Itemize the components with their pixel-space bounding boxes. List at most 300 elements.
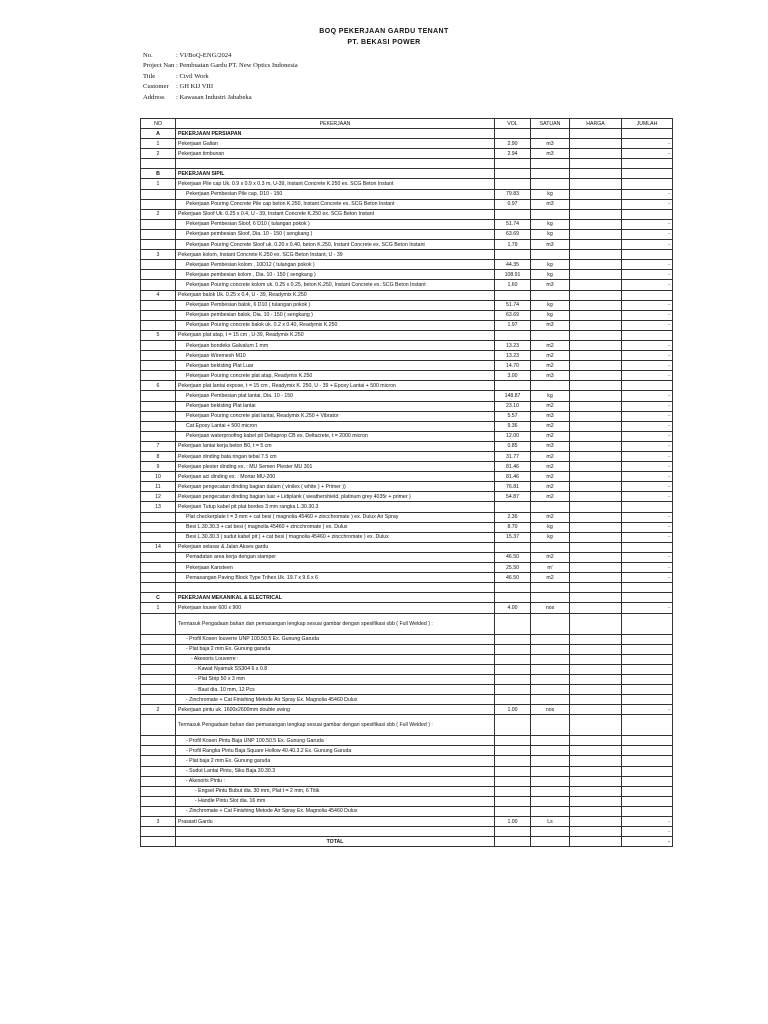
cell-harga: [570, 664, 622, 674]
cell-pekerjaan: Pekerjaan pembesian Sloof, Dia. 10 - 150 ( sengkang ): [176, 229, 495, 239]
cell-satuan: [531, 654, 570, 664]
cell-jumlah: -: [622, 411, 673, 421]
cell-no: [141, 219, 176, 229]
cell-no: [141, 634, 176, 644]
cell-pekerjaan: - Sudut Lantai Pintu, Siku Baja 30.30.3: [176, 766, 495, 776]
cell-pekerjaan: Pekerjaan bekisting Plat lantai: [176, 401, 495, 411]
cell-vol: 5.57: [495, 411, 531, 421]
table-row: [141, 603, 673, 613]
cell-no: [141, 512, 176, 522]
cell-no: [141, 695, 176, 705]
cell-pekerjaan: Pekerjaan timbunan: [176, 149, 495, 159]
cell-harga: [570, 573, 622, 583]
cell-satuan: [531, 593, 570, 603]
cell-harga: [570, 806, 622, 816]
cell-pekerjaan: Pekerjaan bekisting Plat Luar: [176, 361, 495, 371]
cell-vol: [495, 827, 531, 837]
cell-pekerjaan: Pekerjaan Galian: [176, 139, 495, 149]
cell-satuan: [531, 684, 570, 694]
cell-satuan: [531, 381, 570, 391]
cell-pekerjaan: Pekerjaan Sloof Uk. 0.25 x 0.4, U - 39, Instant Concrete K.250 ex. SCG Beton Instant: [176, 209, 495, 219]
table-row: [141, 330, 673, 340]
cell-vol: [495, 674, 531, 684]
cell-satuan: kg: [531, 229, 570, 239]
table-row: [141, 654, 673, 664]
cell-pekerjaan: Pekerjaan Tutup kabel pit plat bordes 3 mm rangka L.30.30.3: [176, 502, 495, 512]
cell-jumlah: [622, 664, 673, 674]
cell-vol: [495, 330, 531, 340]
cell-no: 12: [141, 492, 176, 502]
cell-vol: [495, 502, 531, 512]
cell-harga: [570, 736, 622, 746]
cell-no: 3: [141, 817, 176, 827]
cell-satuan: [531, 502, 570, 512]
table-row: [141, 300, 673, 310]
cell-vol: [495, 613, 531, 634]
table-row: [141, 361, 673, 371]
cell-satuan: m2: [531, 462, 570, 472]
cell-harga: [570, 462, 622, 472]
cell-jumlah: [622, 715, 673, 736]
cell-jumlah: -: [622, 391, 673, 401]
cell-satuan: [531, 806, 570, 816]
cell-jumlah: -: [622, 260, 673, 270]
cell-pekerjaan: Pekerjaan Pembesian Pile cap, D10 - 150: [176, 189, 495, 199]
cell-jumlah: -: [622, 149, 673, 159]
cell-jumlah: [622, 796, 673, 806]
cell-harga: [570, 240, 622, 250]
cell-vol: 2.94: [495, 149, 531, 159]
cell-vol: 0.97: [495, 199, 531, 209]
cell-vol: 0.85: [495, 441, 531, 451]
cell-no: [141, 684, 176, 694]
cell-vol: [495, 129, 531, 139]
cell-no: 1: [141, 603, 176, 613]
cell-satuan: [531, 756, 570, 766]
cell-jumlah: -: [622, 603, 673, 613]
cell-vol: 63.69: [495, 310, 531, 320]
cell-harga: [570, 593, 622, 603]
cell-no: [141, 260, 176, 270]
cell-vol: 54.87: [495, 492, 531, 502]
table-row: [141, 431, 673, 441]
cell-harga: [570, 746, 622, 756]
cell-jumlah: -: [622, 522, 673, 532]
cell-no: [141, 736, 176, 746]
cell-harga: [570, 684, 622, 694]
cell-jumlah: -: [622, 573, 673, 583]
cell-jumlah: [622, 613, 673, 634]
cell-pekerjaan: Pekerjaan plester dinding ex. : MU Semen Plester MU 301: [176, 462, 495, 472]
cell-jumlah: -: [622, 139, 673, 149]
cell-no: [141, 674, 176, 684]
cell-pekerjaan: [176, 583, 495, 593]
table-row: [141, 159, 673, 169]
cell-satuan: [531, 634, 570, 644]
cell-pekerjaan: Plat checkerplate t = 3 mm + cat besi ( magnolia 45460 + zincchromate ) ex. Dulux Air Spray: [176, 512, 495, 522]
cell-no: [141, 644, 176, 654]
cell-vol: 1.60: [495, 280, 531, 290]
cell-harga: [570, 320, 622, 330]
cell-harga: [570, 502, 622, 512]
cell-satuan: m2: [531, 340, 570, 350]
cell-satuan: kg: [531, 310, 570, 320]
cell-jumlah: -: [622, 371, 673, 381]
cell-harga: [570, 563, 622, 573]
table-row: [141, 452, 673, 462]
cell-harga: [570, 209, 622, 219]
cell-vol: [495, 746, 531, 756]
cell-no: [141, 715, 176, 736]
boq-table: [140, 118, 673, 847]
cell-pekerjaan: - Plat Strip 50 x 3 mm: [176, 674, 495, 684]
cell-vol: [495, 209, 531, 219]
cell-vol: [495, 806, 531, 816]
cell-harga: [570, 129, 622, 139]
table-row: [141, 715, 673, 736]
cell-satuan: [531, 129, 570, 139]
cell-pekerjaan: Pekerjaan balok Uk. 0.25 x 0.4, U - 39, Readymix K.250: [176, 290, 495, 300]
cell-no: 11: [141, 482, 176, 492]
cell-vol: 12.00: [495, 431, 531, 441]
cell-harga: [570, 532, 622, 542]
cell-harga: [570, 695, 622, 705]
cell-satuan: m2: [531, 452, 570, 462]
cell-no: [141, 573, 176, 583]
cell-satuan: [531, 715, 570, 736]
cell-pekerjaan: Cat Epoxy Lantai + 500 micron: [176, 421, 495, 431]
table-row: [141, 664, 673, 674]
cell-jumlah: -: [622, 563, 673, 573]
cell-satuan: [531, 209, 570, 219]
cell-satuan: m3: [531, 441, 570, 451]
cell-satuan: m2: [531, 421, 570, 431]
cell-vol: [495, 542, 531, 552]
cell-no: [141, 280, 176, 290]
cell-pekerjaan: [176, 827, 495, 837]
cell-pekerjaan: Pekerjaan Kansteen: [176, 563, 495, 573]
cell-jumlah: [622, 179, 673, 189]
table-row: [141, 542, 673, 552]
cell-satuan: m3: [531, 280, 570, 290]
info-value: : GH KIJ VIII: [176, 83, 214, 91]
cell-jumlah: -: [622, 270, 673, 280]
cell-pekerjaan: Pekerjaan Pembesian plat lantai, Dia. 10 - 150: [176, 391, 495, 401]
cell-harga: [570, 300, 622, 310]
cell-pekerjaan: Pekerjaan pengecatan dinding bagian luar + Lidiplank ( weathershield, platinum grey 4035r + primer ): [176, 492, 495, 502]
table-row: [141, 229, 673, 239]
cell-harga: [570, 441, 622, 451]
cell-pekerjaan: Pekerjaan plat lantai expose, t = 15 cm , Readymix K. 250, U - 39 + Epoxy Lantai + 500 micron: [176, 381, 495, 391]
col-header-pekerjaan: PEKERJAAN: [176, 119, 495, 129]
cell-no: [141, 796, 176, 806]
cell-vol: 13.23: [495, 340, 531, 350]
cell-jumlah: [622, 583, 673, 593]
document-title: BOQ PEKERJAAN GARDU TENANT: [319, 28, 449, 35]
cell-no: B: [141, 169, 176, 179]
cell-pekerjaan: - Baut dia. 10 mm, 12 Pcs: [176, 684, 495, 694]
cell-vol: 46.50: [495, 552, 531, 562]
table-row: [141, 817, 673, 827]
cell-satuan: m3: [531, 320, 570, 330]
cell-jumlah: -: [622, 492, 673, 502]
table-row: [141, 746, 673, 756]
cell-no: 7: [141, 441, 176, 451]
cell-satuan: m2: [531, 401, 570, 411]
cell-harga: [570, 431, 622, 441]
cell-vol: [495, 684, 531, 694]
table-row: [141, 472, 673, 482]
project-info: [143, 51, 298, 103]
cell-jumlah: -: [622, 340, 673, 350]
cell-satuan: [531, 746, 570, 756]
cell-jumlah: -: [622, 280, 673, 290]
cell-satuan: [531, 542, 570, 552]
cell-no: [141, 583, 176, 593]
cell-jumlah: -: [622, 401, 673, 411]
cell-no: 2: [141, 705, 176, 715]
cell-satuan: kg: [531, 522, 570, 532]
info-value: : Kawasan Industri Jababeka: [176, 93, 252, 101]
cell-no: [141, 391, 176, 401]
cell-satuan: kg: [531, 219, 570, 229]
cell-satuan: m2: [531, 552, 570, 562]
table-row: [141, 736, 673, 746]
cell-jumlah: -: [622, 431, 673, 441]
cell-satuan: kg: [531, 260, 570, 270]
cell-vol: 25.50: [495, 563, 531, 573]
cell-harga: [570, 351, 622, 361]
cell-jumlah: [622, 776, 673, 786]
cell-satuan: m2: [531, 431, 570, 441]
cell-pekerjaan: Termasuk Pengadaan bahan dan pemasangan lengkap sesuai gambar dengan spesifikasi sbb ( Full Welded ) :: [176, 715, 495, 736]
cell-pekerjaan: Besi L.30.30.3 ( sudut kabel pit ) + cat besi ( magnolia 45460 + zincchromate ) ex. Dulux: [176, 532, 495, 542]
cell-vol: [495, 715, 531, 736]
cell-pekerjaan: Pekerjaan pengecatan dinding bagian dalam ( vinilex ( white ) + Primer )): [176, 482, 495, 492]
cell-satuan: [531, 796, 570, 806]
cell-harga: [570, 381, 622, 391]
cell-satuan: kg: [531, 300, 570, 310]
cell-harga: [570, 411, 622, 421]
cell-harga: [570, 371, 622, 381]
table-row: [141, 139, 673, 149]
table-row: [141, 705, 673, 715]
cell-jumlah: [622, 250, 673, 260]
cell-no: A: [141, 129, 176, 139]
table-row: [141, 381, 673, 391]
cell-harga: [570, 786, 622, 796]
cell-satuan: [531, 179, 570, 189]
cell-no: [141, 766, 176, 776]
cell-pekerjaan: Pekerjaan waterproofing kabel pit Deltaprop CB ex. Deltacrete, t = 2000 micron: [176, 431, 495, 441]
cell-satuan: [531, 169, 570, 179]
table-row: [141, 421, 673, 431]
cell-pekerjaan: Pekerjaan Pile cap Uk. 0.9 x 0.9 x 0.3 m, U-39, Instant Concrete K.250 ex. SCG Beton Instant: [176, 179, 495, 189]
table-row: [141, 290, 673, 300]
table-row: [141, 219, 673, 229]
cell-harga: [570, 756, 622, 766]
cell-no: 1: [141, 179, 176, 189]
table-row: [141, 371, 673, 381]
info-value: : Pembuatan Gardu PT. New Optics Indonesia: [176, 62, 298, 70]
cell-no: [141, 310, 176, 320]
cell-harga: [570, 542, 622, 552]
info-row: [143, 61, 298, 71]
cell-vol: 23.10: [495, 401, 531, 411]
cell-jumlah: [622, 766, 673, 776]
cell-pekerjaan: Pekerjaan bondeks Galvalum 1 mm: [176, 340, 495, 350]
info-label: No.: [143, 52, 153, 59]
cell-harga: [570, 330, 622, 340]
total-value: -: [622, 837, 673, 847]
cell-no: 2: [141, 149, 176, 159]
cell-vol: [495, 179, 531, 189]
cell-pekerjaan: - Profil Rangka Pintu Baja Square Hollow 40.40.3.2 Ex. Gunung Garuda: [176, 746, 495, 756]
cell-vol: 8.70: [495, 522, 531, 532]
cell-jumlah: [622, 786, 673, 796]
cell-satuan: m2: [531, 351, 570, 361]
cell-satuan: m2: [531, 492, 570, 502]
cell-satuan: nos: [531, 603, 570, 613]
cell-vol: 1.00: [495, 817, 531, 827]
table-row: [141, 573, 673, 583]
cell-vol: 1.97: [495, 320, 531, 330]
cell-jumlah: [622, 756, 673, 766]
col-header-harga: HARGA: [570, 119, 622, 129]
table-row: [141, 796, 673, 806]
table-row: [141, 401, 673, 411]
info-value: : Civil Work: [176, 72, 209, 80]
cell-pekerjaan: Pekerjaan Pouring concrete plat lantai, Readymix K.250 + Vibrator: [176, 411, 495, 421]
cell-pekerjaan: - Akesoris Louverre :: [176, 654, 495, 664]
cell-harga: [570, 229, 622, 239]
cell-harga: [570, 776, 622, 786]
cell-no: [141, 229, 176, 239]
cell-no: [141, 431, 176, 441]
col-header-satuan: SATUAN: [531, 119, 570, 129]
table-row: [141, 674, 673, 684]
cell-harga: [570, 634, 622, 644]
cell-vol: 108.91: [495, 270, 531, 280]
cell-pekerjaan: Pekerjaan Pouring concrete balok uk. 0.2 x 0.40, Readymix K.250: [176, 320, 495, 330]
table-row: [141, 179, 673, 189]
cell-jumlah: [622, 129, 673, 139]
cell-jumlah: [622, 684, 673, 694]
cell-no: 5: [141, 330, 176, 340]
cell-jumlah: [622, 806, 673, 816]
table-row: [141, 613, 673, 634]
cell-no: 8: [141, 452, 176, 462]
cell-no: [141, 401, 176, 411]
table-row: [141, 776, 673, 786]
cell-jumlah: [622, 634, 673, 644]
cell-no: 4: [141, 290, 176, 300]
table-row: [141, 280, 673, 290]
cell-vol: [495, 756, 531, 766]
cell-vol: 13.23: [495, 351, 531, 361]
cell-vol: [495, 159, 531, 169]
cell-jumlah: [622, 159, 673, 169]
cell-pekerjaan: - Engsel Pintu Bubut dia. 30 mm, Plat t = 2 mm, 6 Titik: [176, 786, 495, 796]
cell-harga: [570, 250, 622, 260]
cell-harga: [570, 613, 622, 634]
cell-satuan: m3: [531, 240, 570, 250]
cell-harga: [570, 796, 622, 806]
cell-pekerjaan: Pekerjaan pintu uk. 1600x2600mm double swing: [176, 705, 495, 715]
col-header-jumlah: JUMLAH: [622, 119, 673, 129]
table-row: [141, 391, 673, 401]
cell-pekerjaan: - Handle Pintu Slot dia. 16 mm: [176, 796, 495, 806]
cell-jumlah: -: [622, 472, 673, 482]
cell-no: [141, 421, 176, 431]
cell-no: [141, 756, 176, 766]
table-row: [141, 411, 673, 421]
cell-jumlah: -: [622, 817, 673, 827]
info-row: [143, 93, 298, 103]
cell-no: [141, 664, 176, 674]
cell-no: [141, 199, 176, 209]
cell-vol: [495, 593, 531, 603]
cell-jumlah: [622, 330, 673, 340]
cell-satuan: m2: [531, 573, 570, 583]
table-row: [141, 441, 673, 451]
cell-vol: [495, 250, 531, 260]
cell-no: [141, 270, 176, 280]
cell-harga: [570, 219, 622, 229]
table-row: [141, 149, 673, 159]
cell-no: 10: [141, 472, 176, 482]
table-row: [141, 199, 673, 209]
cell-jumlah: [622, 209, 673, 219]
table-row: [141, 786, 673, 796]
cell-vol: [495, 736, 531, 746]
section-row: [141, 129, 673, 139]
cell-no: [141, 776, 176, 786]
cell-jumlah: -: [622, 452, 673, 462]
cell-pekerjaan: PEKERJAAN SIPIL: [176, 169, 495, 179]
cell-harga: [570, 472, 622, 482]
cell-satuan: [531, 250, 570, 260]
cell-satuan: kg: [531, 391, 570, 401]
cell-no: 9: [141, 462, 176, 472]
cell-no: 1: [141, 139, 176, 149]
table-row: [141, 270, 673, 280]
cell-no: [141, 552, 176, 562]
cell-vol: [495, 654, 531, 664]
info-row: [143, 82, 298, 92]
cell-jumlah: -: [622, 189, 673, 199]
cell-harga: [570, 270, 622, 280]
cell-no: 6: [141, 381, 176, 391]
cell-harga: [570, 705, 622, 715]
cell-harga: [570, 522, 622, 532]
cell-pekerjaan: Pekerjaan pembesian kolom , Dia. 10 - 150 ( sengkang ): [176, 270, 495, 280]
cell-jumlah: [622, 542, 673, 552]
total-label: TOTAL: [176, 837, 495, 847]
cell-pekerjaan: Pekerjaan lantai kerja beton B0, t = 5 cm: [176, 441, 495, 451]
table-row: [141, 209, 673, 219]
table-row: [141, 502, 673, 512]
cell-vol: 79.83: [495, 189, 531, 199]
cell-pekerjaan: Pekerjaan dinding bata ringan tebal 7.5 cm: [176, 452, 495, 462]
cell-jumlah: -: [622, 482, 673, 492]
cell-satuan: m3: [531, 199, 570, 209]
cell-satuan: [531, 695, 570, 705]
cell-harga: [570, 654, 622, 664]
cell-jumlah: -: [622, 462, 673, 472]
cell-harga: [570, 290, 622, 300]
table-row: [141, 806, 673, 816]
